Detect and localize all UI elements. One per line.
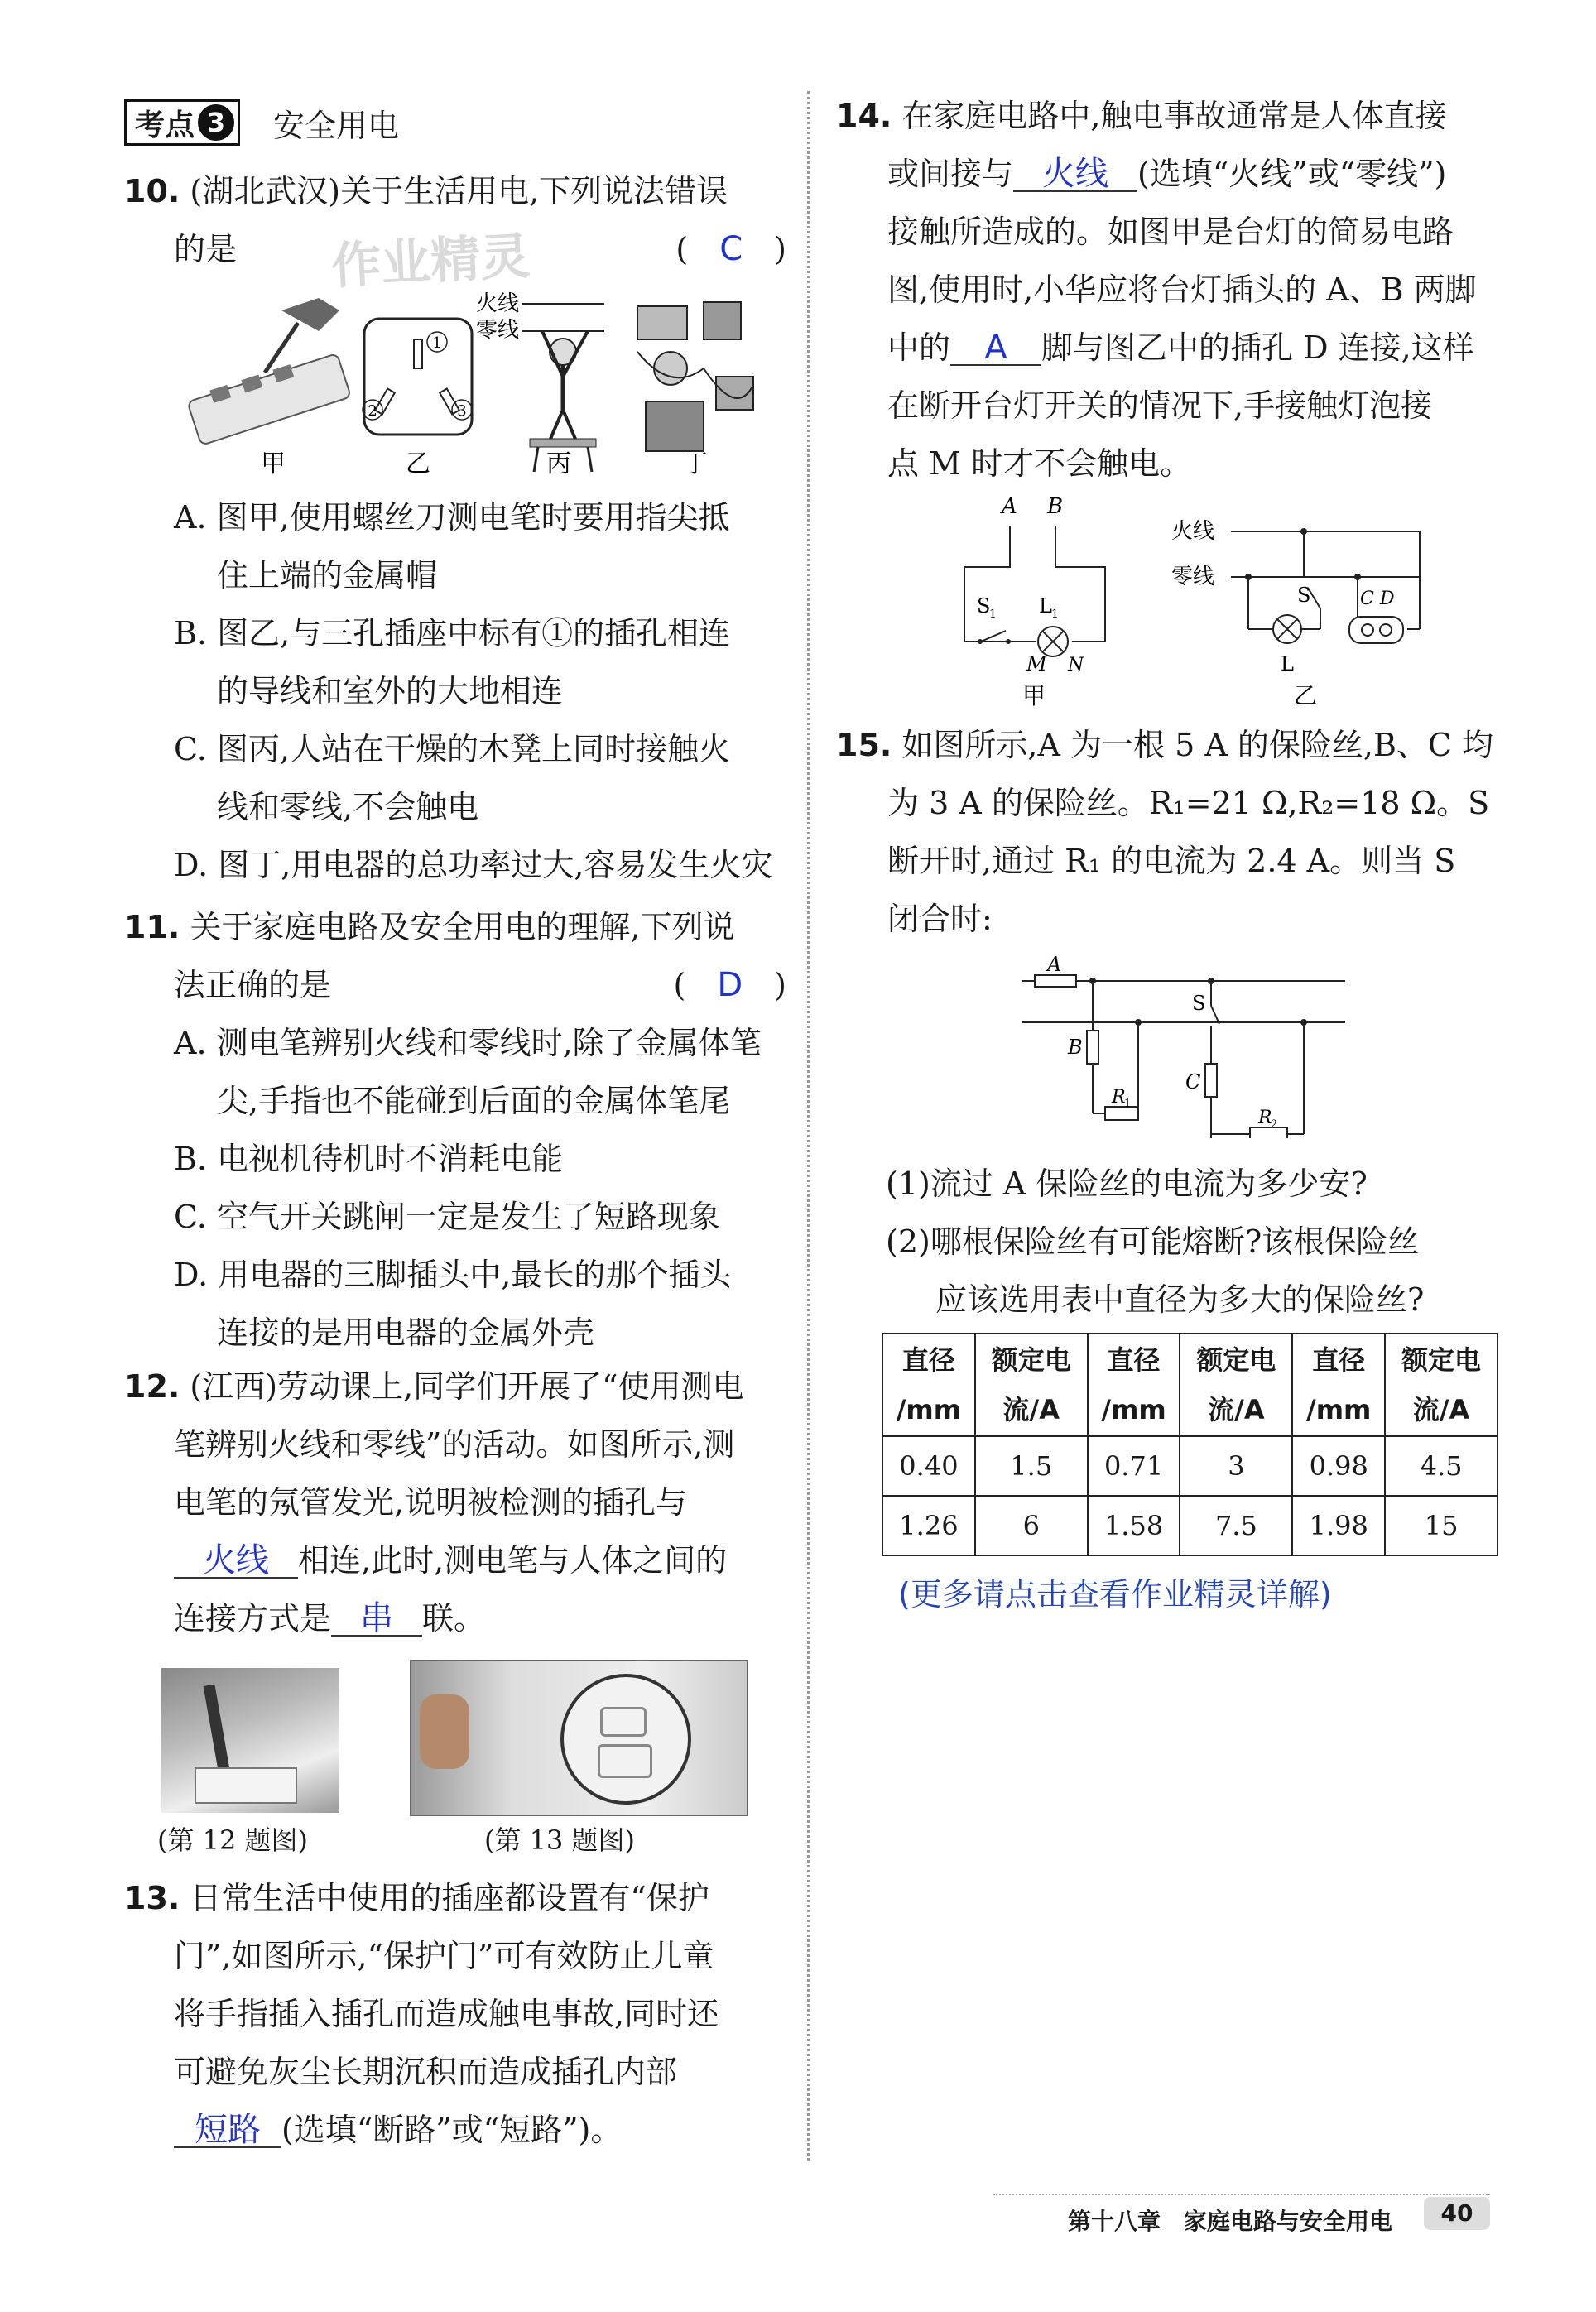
live-wire-label: 火线 (1171, 519, 1215, 544)
chapter-title: 第十八章 家庭电路与安全用电 (1068, 2208, 1393, 2235)
svg-text:1: 1 (1124, 1098, 1132, 1110)
fuse-a (1035, 975, 1076, 987)
fuse-c-label: C (1185, 1070, 1201, 1094)
q10-figures (174, 286, 795, 476)
q11-option-c: C. 空气开关跳闸一定是发生了短路现象 (174, 1199, 720, 1235)
switch-s (1211, 1006, 1219, 1024)
q13-photo (410, 1660, 748, 1816)
q11-answer-bracket: ( D ) (673, 966, 786, 1004)
fig-label-yi: 乙 (406, 449, 430, 476)
q10-option-b: B. 图乙,与三孔插座中标有①的插孔相连 的导线和室外的大地相连 (174, 615, 731, 709)
q13-answer: 短路 (174, 2113, 281, 2148)
fig-label-ding: 丁 (683, 449, 708, 476)
socket-cd-label: C D (1360, 589, 1395, 609)
q11-answer: D (717, 966, 743, 1004)
q12-caption: (第 12 题图) (157, 1824, 309, 1856)
q10-options (174, 488, 803, 894)
q12-answer-1: 火线 (174, 1544, 298, 1579)
q12-stem: 12. (江西)劳动课上,同学们开展了“使用测电 笔辨别火线和零线”的活动。如图所示,测 电笔的氖管发光,说明被检测的插孔与 火线 相连,此时,测电笔与人体之间的 连接方式是 串 联。 (124, 1368, 744, 1637)
svg-text:1: 1 (989, 608, 997, 621)
section-title: 安全用电 (273, 107, 400, 144)
fig-label-jia: 甲 (261, 449, 286, 476)
table-row: 1.26 6 1.58 7.5 1.98 15 (882, 1496, 1497, 1555)
q12-photo (161, 1668, 339, 1813)
resistor-r2 (1250, 1127, 1287, 1138)
resistor-r2-label: R (1258, 1108, 1272, 1128)
lamp-l1-label: L (1039, 594, 1052, 618)
svg-text:2: 2 (1271, 1118, 1278, 1131)
q11-option-b: B. 电视机待机时不消耗电能 (174, 1141, 564, 1177)
table-row: 0.40 1.5 0.71 3 0.98 4.5 (882, 1436, 1497, 1496)
switch-s1-label: S (977, 594, 991, 618)
q13-stem: 13. 日常生活中使用的插座都设置有“保护 门”,如图所示,“保护门”可有效防止儿童 将手指插入插孔而造成触电事故,同时还 可避免灰尘长期沉积而造成插孔内部 短路 (选填“断路”或“短路”)。 (124, 1880, 719, 2149)
q14-figure-yi (1171, 509, 1436, 712)
live-wire-label: 火线 (476, 291, 520, 316)
q14-answer-2: A (950, 331, 1041, 366)
page-footer (993, 2194, 1490, 2237)
power-strip-image (187, 298, 351, 445)
contact-n-label: N (1068, 655, 1084, 675)
q15-subquestions: (1)流过 A 保险丝的电流为多少安? (2)哪根保险丝有可能熔断?该根保险丝 应该选用表中直径为多大的保险丝? (886, 1155, 1531, 1329)
socket-mark-1: 1 (432, 334, 442, 352)
q10-stem: 10. (湖北武汉)关于生活用电,下列说法错误 的是 ( C ) (124, 162, 795, 278)
q14-stem: 14. 在家庭电路中,触电事故通常是人体直接 或间接与 火线 (选填“火线”或“零线”) 接触所造成的。如图甲是台灯的简易电路 图,使用时,小华应将台灯插头的 A、B 两脚 中的 A 脚与图乙中的插孔 D 连接,这样 在断开台灯开关的情况下,手接触灯泡接 点 M 时才不会触电。 (836, 98, 1477, 482)
person-on-stool-image (476, 291, 604, 472)
q15-circuit (1022, 948, 1353, 1138)
section-number: 3 (198, 104, 234, 141)
socket-mark-3: 3 (457, 402, 467, 420)
watermark: 作业精灵 (329, 227, 531, 296)
fuse-table (882, 1333, 1498, 1556)
svg-text:1: 1 (1051, 608, 1059, 621)
section-header (124, 98, 399, 147)
q10-answer: C (719, 230, 743, 268)
table-header-row: 直径 /mm 额定电 流/A 直径 /mm 额定电 流/A 直径 /mm 额定电 流/A (882, 1334, 1497, 1436)
q14-answer-1: 火线 (1013, 157, 1137, 192)
fuse-a-label: A (1047, 953, 1062, 976)
q14-figure-jia (944, 488, 1134, 712)
q11-options (174, 1014, 803, 1362)
fig-yi-label: 乙 (1294, 682, 1318, 709)
column-divider (807, 91, 810, 2161)
fig-jia-label: 甲 (1022, 682, 1046, 709)
q15-sub1: (1)流过 A 保险丝的电流为多少安? (886, 1166, 1368, 1202)
q11-option-a: A. 测电笔辨别火线和零线时,除了金属体笔 尖,手指也不能碰到后面的金属体笔尾 (174, 1025, 762, 1119)
fig-label-bing: 丙 (546, 449, 571, 476)
q15-stem: 15. 如图所示,A 为一根 5 A 的保险丝,B、C 均 为 3 A 的保险丝。R₁=21 Ω,R₂=18 Ω。S 断开时,通过 R₁ 的电流为 2.4 A。则当 S 闭合时: (836, 727, 1494, 937)
lamp-l-label: L (1281, 652, 1294, 675)
page-number: 40 (1424, 2197, 1490, 2230)
q10-option-d: D. 图丁,用电器的总功率过大,容易发生火灾 (174, 847, 773, 883)
q10-option-c: C. 图丙,人站在干燥的木凳上同时接触火 线和零线,不会触电 (174, 731, 730, 825)
socket-mark-2: 2 (368, 402, 377, 420)
q13-caption: (第 13 题图) (484, 1824, 636, 1856)
resistor-r1 (1105, 1107, 1138, 1120)
fuse-b-label: B (1068, 1036, 1083, 1059)
plug-pin-a-label: A (1002, 494, 1017, 519)
section-badge: 考点 3 (124, 99, 240, 146)
switch-s1 (981, 631, 1006, 642)
switch-s-label: S (1297, 584, 1311, 607)
fuse-b (1087, 1031, 1098, 1064)
q11-stem: 11. 关于家庭电路及安全用电的理解,下列说 法正确的是 ( D ) (124, 898, 795, 1014)
plug-pin-b-label: B (1047, 494, 1064, 519)
contact-m-label: M (1026, 652, 1047, 675)
three-pin-socket-image (363, 319, 472, 435)
q10-option-a: A. 图甲,使用螺丝刀测电笔时要用指尖抵 住上端的金属帽 (174, 499, 730, 594)
q15-sub2: (2)哪根保险丝有可能熔断?该根保险丝 (886, 1223, 1420, 1260)
more-solutions-link[interactable]: (更多请点击查看作业精灵详解) (898, 1576, 1332, 1613)
switch-s-label: S (1192, 992, 1206, 1015)
fuse-c (1205, 1064, 1217, 1097)
q10-answer-bracket: ( C ) (675, 230, 786, 268)
q11-option-d: D. 用电器的三脚插头中,最长的那个插头 连接的是用电器的金属外壳 (174, 1257, 732, 1351)
resistor-r1-label: R (1112, 1087, 1126, 1108)
neutral-wire-label: 零线 (476, 318, 520, 343)
q12-answer-2: 串 (331, 1602, 422, 1637)
socket-cd (1349, 617, 1403, 643)
appliances-image (637, 302, 753, 451)
neutral-wire-label: 零线 (1171, 565, 1215, 589)
